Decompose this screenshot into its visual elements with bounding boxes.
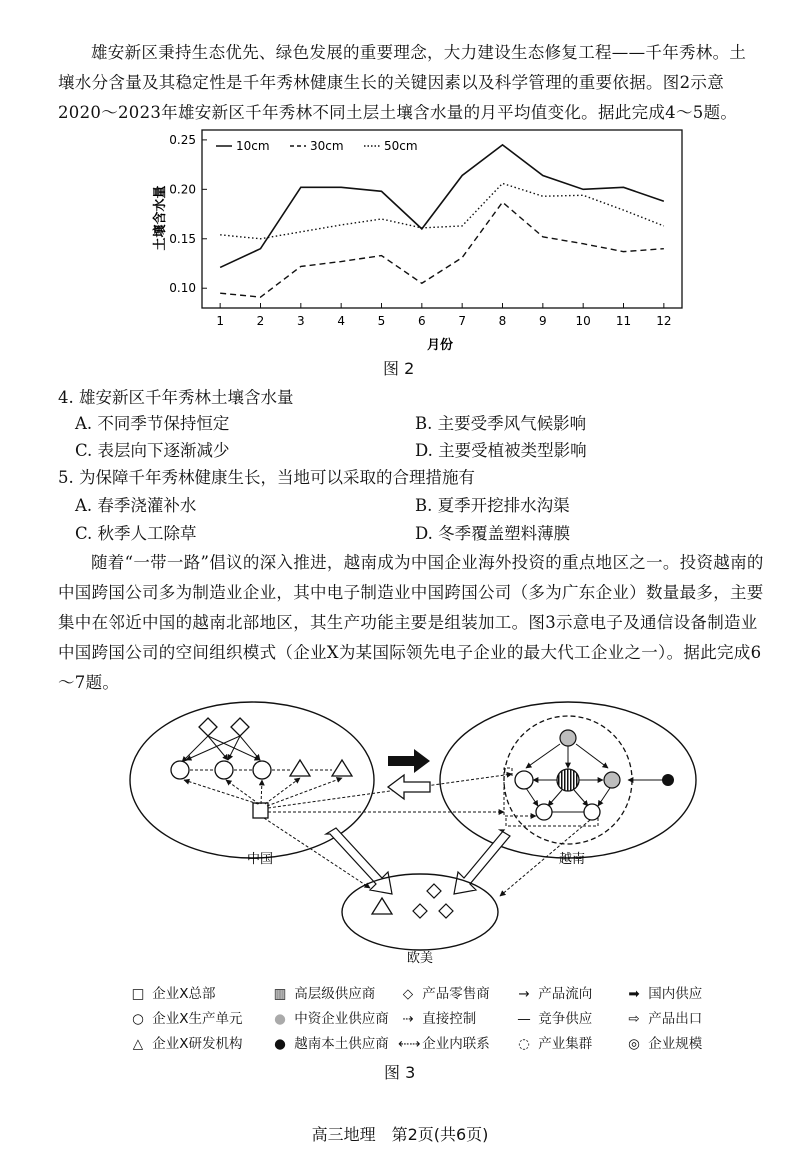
chart-frame xyxy=(202,130,682,308)
legend-label-30cm: 30cm xyxy=(310,139,344,153)
legend-item: ● 越南本土供应商 xyxy=(270,1032,389,1052)
x-tick-label: 10 xyxy=(575,314,591,328)
x-tick-label: 5 xyxy=(377,314,386,328)
legend-competitive-supply-icon: — xyxy=(517,1011,531,1027)
passage-vietnam-investment: 随着“一带一路”倡议的深入推进，越南成为中国企业海外投资的重点地区之一。投资越南的中国跨国公司多为制造业企业，其中电子制造业中国跨国公司（多为广东企业）数量最多，主要集中在邻近中国的越南北部地区，其生产功能主要是组装加工。图3示意电子及通信设备制造业中国跨国公司的空间组织模式（企业X为某国际领先电子企业的最大代工企业之一）。据此完成6～7题。 xyxy=(58,553,764,692)
region-west-label: 欧美 xyxy=(406,951,434,966)
x-tick-label: 7 xyxy=(458,314,466,328)
legend-item: ● 中资企业供应商 xyxy=(270,1007,389,1027)
legend-internal-link-icon: ⇠⇢ xyxy=(398,1036,421,1052)
legend-export-icon: ⇨ xyxy=(628,1011,640,1027)
rd-triangle-icon xyxy=(372,898,392,914)
x-tick-label: 9 xyxy=(539,314,547,328)
legend-direct-control-icon: ⇢ xyxy=(402,1011,414,1027)
page-footer: 高三地理 第2页(共6页) xyxy=(311,1125,489,1144)
retailer-diamond-icon xyxy=(199,718,217,736)
legend-rd-icon: △ xyxy=(132,1036,144,1052)
retailer-diamond-icon xyxy=(231,718,249,736)
production-unit-circle-icon xyxy=(515,771,533,789)
export-arrow-icon xyxy=(326,828,392,894)
retailer-diamond-icon xyxy=(427,884,441,898)
question-5-option-c[interactable]: C. 秋季人工除草 xyxy=(75,524,197,543)
x-tick-label: 3 xyxy=(297,314,305,328)
production-unit-circle-icon xyxy=(171,761,189,779)
legend-flow-icon: → xyxy=(518,986,530,1002)
region-vietnam-label: 越南 xyxy=(558,852,586,867)
legend-item: ◇ 产品零售商 xyxy=(398,982,490,1002)
legend-item: ➡ 国内供应 xyxy=(624,982,702,1002)
question-5-option-d[interactable]: D. 冬季覆盖塑料薄膜 xyxy=(415,524,571,543)
chinese-supplier-gray-icon xyxy=(604,772,620,788)
x-tick-label: 2 xyxy=(256,314,265,328)
chart-x-axis-label: 月份 xyxy=(426,338,454,353)
legend-domestic-supply-icon: ➡ xyxy=(628,986,640,1002)
series-line-10cm xyxy=(220,145,664,268)
y-tick-label: 0.20 xyxy=(169,182,196,197)
production-unit-circle-icon xyxy=(584,804,600,820)
production-unit-circle-icon xyxy=(536,804,552,820)
hq-square-icon xyxy=(253,803,268,818)
x-tick-label: 11 xyxy=(615,314,632,328)
legend-label-50cm: 50cm xyxy=(384,139,418,153)
legend-item: ⇢ 直接控制 xyxy=(398,1007,476,1027)
question-5-option-a[interactable]: A. 春季浇灌补水 xyxy=(75,496,197,515)
y-tick-label: 0.10 xyxy=(169,281,196,296)
legend-cluster-icon: ◌ xyxy=(518,1036,530,1052)
legend-item: □ 企业X总部 xyxy=(128,982,216,1002)
production-unit-circle-icon xyxy=(253,761,271,779)
legend-hq-icon: □ xyxy=(131,986,145,1002)
x-tick-label: 1 xyxy=(216,314,224,328)
series-line-50cm xyxy=(220,183,664,238)
legend-item: ⇨ 产品出口 xyxy=(624,1007,702,1027)
passage-intro-xiongan: 雄安新区秉持生态优先、绿色发展的重要理念，大力建设生态修复工程——千年秀林。土壤水分含量及其稳定性是千年秀林健康生长的关键因素以及科学管理的重要依据。图2示意2020～2023年雄安新区千年秀林不同土层土壤含水量的月平均值变化。据此完成4～5题。 xyxy=(58,43,747,122)
legend-high-tier-icon: ▥ xyxy=(273,986,287,1002)
legend-item: ⇠⇢ 企业内联系 xyxy=(398,1036,490,1052)
question-4-option-d[interactable]: D. 主要受植被类型影响 xyxy=(415,441,587,460)
chinese-supplier-gray-icon xyxy=(560,730,576,746)
legend-item: ◌ 产业集群 xyxy=(514,1032,592,1052)
x-tick-label: 6 xyxy=(418,314,426,328)
domestic-supply-arrow-icon xyxy=(388,749,430,773)
question-5-option-b[interactable]: B. 夏季开挖排水沟渠 xyxy=(415,496,570,515)
y-tick-label: 0.15 xyxy=(169,231,196,246)
question-5-stem: 5. 为保障千年秀林健康生长，当地可以采取的合理措施有 xyxy=(58,468,475,487)
legend-item: ▥ 高层级供应商 xyxy=(270,982,375,1002)
legend-retailer-icon: ◇ xyxy=(402,986,414,1002)
legend-item: ○ 企业X生产单元 xyxy=(128,1007,243,1027)
x-tick-label: 12 xyxy=(656,314,672,328)
retailer-diamond-icon xyxy=(439,904,453,918)
series-line-30cm xyxy=(220,202,664,297)
question-4-option-a[interactable]: A. 不同季节保持恒定 xyxy=(75,414,230,433)
y-tick-label: 0.25 xyxy=(169,132,196,147)
legend-label-10cm: 10cm xyxy=(236,139,270,153)
vietnam-local-supplier-icon xyxy=(662,774,674,786)
legend-item: — 竞争供应 xyxy=(514,1007,592,1027)
production-unit-circle-icon xyxy=(215,761,233,779)
rd-triangle-icon xyxy=(332,760,352,776)
x-tick-label: 4 xyxy=(337,314,345,328)
figure-3-caption: 图 3 xyxy=(384,1063,416,1082)
spatial-organization-diagram xyxy=(120,700,720,970)
legend-scale-icon: ◎ xyxy=(628,1036,640,1052)
rd-triangle-icon xyxy=(290,760,310,776)
retailer-diamond-icon xyxy=(413,904,427,918)
soil-moisture-line-chart xyxy=(140,128,700,358)
legend-item: △ 企业X研发机构 xyxy=(128,1032,243,1052)
export-arrow-icon xyxy=(454,830,510,894)
question-4-stem: 4. 雄安新区千年秀林土壤含水量 xyxy=(58,388,294,407)
question-4-option-c[interactable]: C. 表层向下逐渐减少 xyxy=(75,441,230,460)
legend-item: → 产品流向 xyxy=(514,982,592,1002)
legend-local-supplier-icon: ● xyxy=(274,1036,286,1052)
legend-production-unit-icon: ○ xyxy=(132,1011,144,1027)
figure-2-caption: 图 2 xyxy=(383,359,415,378)
export-arrow-icon xyxy=(388,775,430,799)
x-tick-label: 8 xyxy=(498,314,507,328)
legend-item: ◎ 企业规模 xyxy=(624,1032,702,1052)
chart-y-axis-label: 土壤含水量 xyxy=(153,185,168,251)
legend-chinese-supplier-icon: ● xyxy=(274,1011,286,1027)
question-4-option-b[interactable]: B. 主要受季风气候影响 xyxy=(415,414,587,433)
high-tier-supplier-icon xyxy=(557,769,579,791)
region-china-label: 中国 xyxy=(246,852,274,867)
